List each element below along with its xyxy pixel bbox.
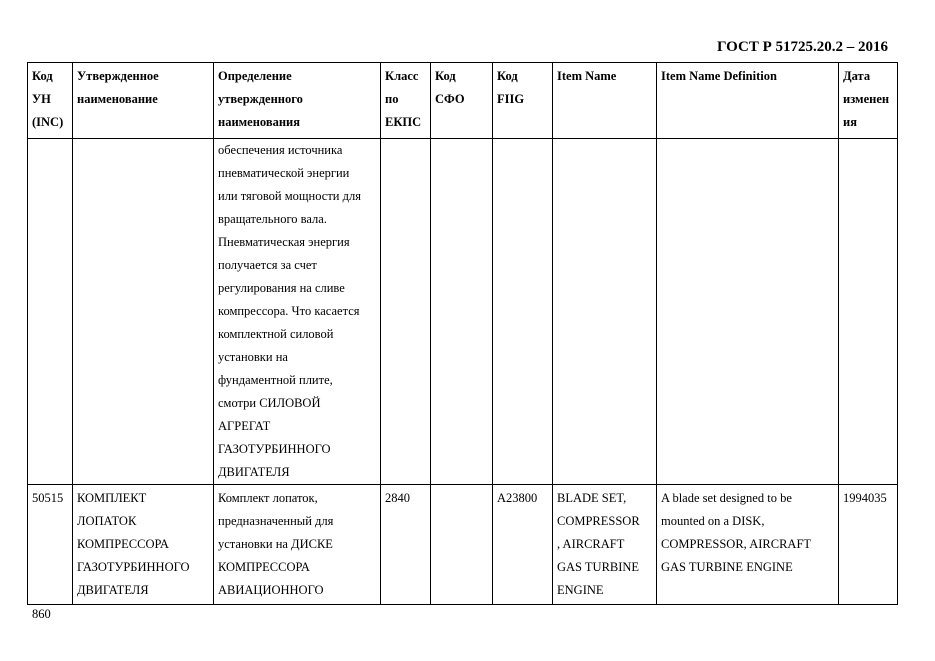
text-line: изменен xyxy=(843,92,890,106)
text-line: комплектной силовой xyxy=(218,327,334,341)
text-line: Код xyxy=(435,69,456,83)
text-line: предназначенный для xyxy=(218,514,334,528)
text-line: получается за счет xyxy=(218,258,317,272)
text-line: или тяговой мощности для xyxy=(218,189,361,203)
cell-ekps-class xyxy=(381,139,431,485)
text-line: смотри СИЛОВОЙ xyxy=(218,396,321,410)
text-line: КОМПРЕССОРА xyxy=(77,537,169,551)
header-inc xyxy=(28,63,73,139)
text-line: Пневматическая энергия xyxy=(218,235,350,249)
text-line: ЕКПС xyxy=(385,115,422,129)
cell-sfo-code xyxy=(431,485,493,605)
text-line: КОМПРЕССОРА xyxy=(218,560,310,574)
text-line: GAS TURBINE ENGINE xyxy=(661,560,793,574)
text-line: Утвержденное xyxy=(77,69,159,83)
cell-inc: 50515 xyxy=(28,485,73,605)
text-line: установки на xyxy=(218,350,288,364)
text-line: GAS TURBINE xyxy=(557,560,640,574)
text-line: ия xyxy=(843,115,857,129)
text-line: ДВИГАТЕЛЯ xyxy=(77,583,149,597)
cell-sfo-code xyxy=(431,139,493,485)
text-line: BLADE SET, xyxy=(557,491,627,505)
text-line: установки на ДИСКЕ xyxy=(218,537,333,551)
text-line: ГАЗОТУРБИННОГО xyxy=(77,560,190,574)
page-number: 860 xyxy=(32,607,51,621)
text-line: Item Name xyxy=(557,69,617,83)
text-line: Код xyxy=(32,69,53,83)
text-line: обеспечения источника xyxy=(218,143,343,157)
text-line: УН xyxy=(32,92,51,106)
cell-inc xyxy=(28,139,73,485)
cell-fiig-code: A23800 xyxy=(493,485,553,605)
text-line: Класс xyxy=(385,69,419,83)
cell-item-name-definition xyxy=(657,139,839,485)
cell-approved-name xyxy=(73,139,214,485)
text-line: Комплект лопаток, xyxy=(218,491,318,505)
text-line: АВИАЦИОННОГО xyxy=(218,583,324,597)
cell-item-name xyxy=(553,485,657,605)
cell-definition xyxy=(214,485,381,605)
cell-ekps-class: 2840 xyxy=(381,485,431,605)
text-line: Дата xyxy=(843,69,871,83)
text-line: , AIRCRAFT xyxy=(557,537,625,551)
table-row xyxy=(28,485,898,605)
header-ekps-class xyxy=(381,63,431,139)
text-line: mounted on a DISK, xyxy=(661,514,765,528)
text-line: (INC) xyxy=(32,115,64,129)
header-item-name xyxy=(553,63,657,139)
text-line: ДВИГАТЕЛЯ xyxy=(218,465,290,479)
document-code: ГОСТ Р 51725.20.2 – 2016 xyxy=(716,39,888,55)
cell-definition xyxy=(214,139,381,485)
text-line: ГАЗОТУРБИННОГО xyxy=(218,442,331,456)
header-definition xyxy=(214,63,381,139)
cell-item-name xyxy=(553,139,657,485)
text-line: Item Name Definition xyxy=(661,69,777,83)
header-sfo-code xyxy=(431,63,493,139)
cell-item-name-definition xyxy=(657,485,839,605)
text-line: COMPRESSOR, AIRCRAFT xyxy=(661,537,812,551)
text-line: СФО xyxy=(435,92,465,106)
text-line: вращательного вала. xyxy=(218,212,327,226)
text-line: КОМПЛЕКТ xyxy=(77,491,147,505)
header-fiig-code xyxy=(493,63,553,139)
header-approved-name xyxy=(73,63,214,139)
text-line: пневматической энергии xyxy=(218,166,350,180)
text-line: наименование xyxy=(77,92,158,106)
cell-change-date: 1994035 xyxy=(839,485,898,605)
text-line: регулирования на сливе xyxy=(218,281,345,295)
header-row xyxy=(28,63,898,139)
text-line: по xyxy=(385,92,399,106)
text-line: ЛОПАТОК xyxy=(77,514,137,528)
cell-approved-name xyxy=(73,485,214,605)
header-item-name-definition xyxy=(657,63,839,139)
text-line: АГРЕГАТ xyxy=(218,419,271,433)
text-line: A blade set designed to be xyxy=(661,491,792,505)
text-line: утвержденного xyxy=(218,92,303,106)
text-line: ENGINE xyxy=(557,583,604,597)
text-line: Код xyxy=(497,69,518,83)
text-line: FIIG xyxy=(497,92,525,106)
header-change-date xyxy=(839,63,898,139)
cell-fiig-code xyxy=(493,139,553,485)
nomenclature-table xyxy=(27,62,898,605)
text-line: компрессора. Что касается xyxy=(218,304,360,318)
cell-change-date xyxy=(839,139,898,485)
table-row xyxy=(28,139,898,485)
text-line: COMPRESSOR xyxy=(557,514,640,528)
text-line: фундаментной плите, xyxy=(218,373,333,387)
text-line: наименования xyxy=(218,115,301,129)
text-line: Определение xyxy=(218,69,292,83)
